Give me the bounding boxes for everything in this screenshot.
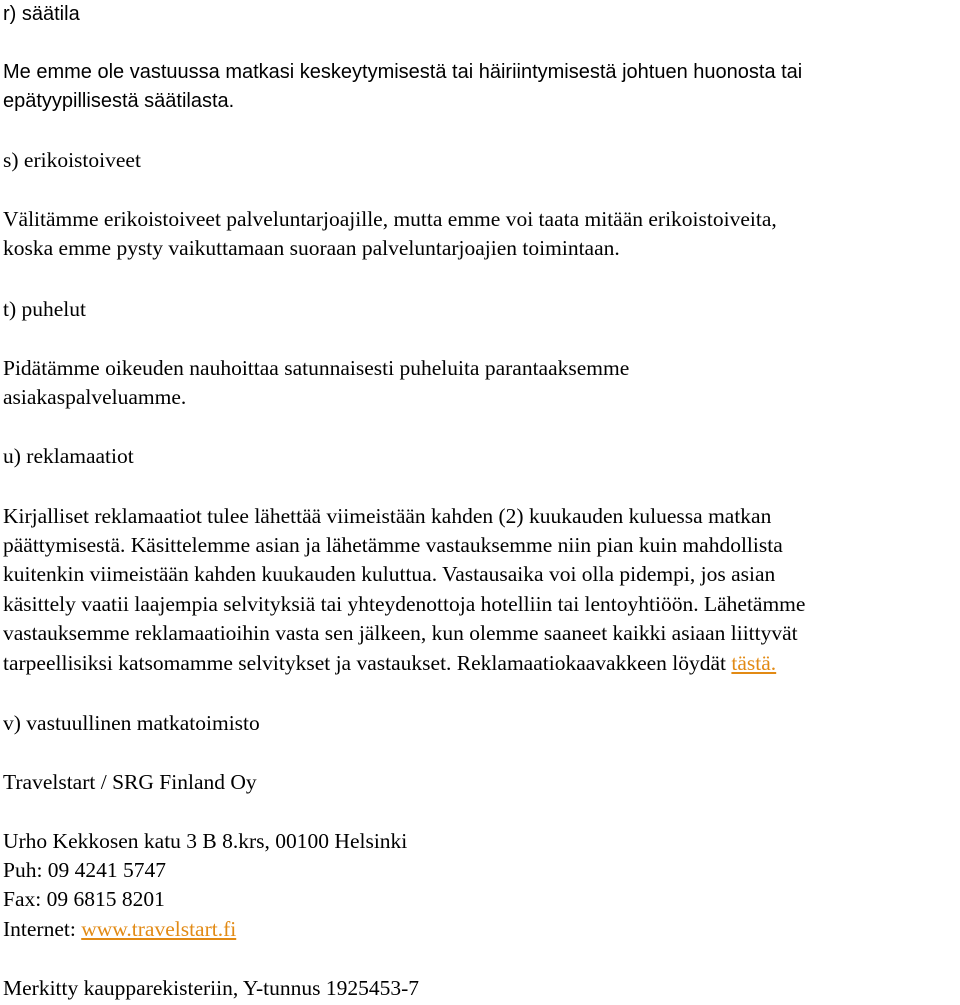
company-internet bbox=[3, 915, 236, 944]
complaints-paragraph-line: kuitenkin viimeistään kahden kuukauden kuluttua. Vastausaika voi olla pidempi, jos asian bbox=[3, 562, 776, 586]
company-fax: Fax: 09 6815 8201 bbox=[3, 887, 165, 911]
complaints-paragraph-line: käsittely vaatii laajempia selvityksiä tai yhteydenottoja hotelliin tai lentoyhtiöön. Lähetämme bbox=[3, 592, 806, 616]
special-requests-paragraph-line: koska emme pysty vaikuttamaan suoraan palveluntarjoajien toimintaan. bbox=[3, 236, 620, 260]
complaints-paragraph-line: Kirjalliset reklamaatiot tulee lähettää viimeistään kahden (2) kuukauden kuluessa matkan bbox=[3, 504, 772, 528]
section-heading-special-requests: s) erikoistoiveet bbox=[3, 148, 141, 172]
section-heading-calls: t) puhelut bbox=[3, 297, 86, 321]
complaints-paragraph-line: vastauksemme reklamaatioihin vasta sen jälkeen, kun olemme saaneet kaikki asiaan liittyvät bbox=[3, 621, 798, 645]
calls-paragraph-line: Pidätämme oikeuden nauhoittaa satunnaisesti puheluita parantaaksemme bbox=[3, 356, 630, 380]
company-registry: Merkitty kaupparekisteriin, Y-tunnus 1925453-7 bbox=[3, 976, 419, 1000]
special-requests-paragraph-line: Välitämme erikoistoiveet palveluntarjoajille, mutta emme voi taata mitään erikoistoiveita, bbox=[3, 207, 777, 231]
weather-paragraph-line: epätyypillisestä säätilasta. bbox=[3, 90, 235, 112]
company-address: Urho Kekkosen katu 3 B 8.krs, 00100 Helsinki bbox=[3, 829, 408, 853]
complaints-paragraph-line: päättymisestä. Käsittelemme asian ja lähetämme vastauksemme niin pian kuin mahdollista bbox=[3, 533, 783, 557]
weather-paragraph-line: Me emme ole vastuussa matkasi keskeytymisestä tai häiriintymisestä johtuen huonosta tai bbox=[3, 61, 803, 83]
internet-label: Internet: bbox=[3, 917, 82, 941]
website-link[interactable]: www.travelstart.fi bbox=[81, 917, 237, 941]
section-heading-complaints: u) reklamaatiot bbox=[3, 444, 134, 468]
section-heading-responsible-agency: v) vastuullinen matkatoimisto bbox=[3, 711, 260, 735]
calls-paragraph-line: asiakaspalveluamme. bbox=[3, 385, 187, 409]
complaints-paragraph-last-line bbox=[3, 649, 776, 678]
complaints-last-line-text: tarpeellisiksi katsomamme selvitykset ja vastaukset. Reklamaatiokaavakkeen löydät bbox=[3, 651, 732, 675]
complaint-form-link[interactable]: tästä. bbox=[731, 651, 777, 675]
section-heading-weather: r) säätila bbox=[3, 3, 80, 25]
company-name: Travelstart / SRG Finland Oy bbox=[3, 770, 257, 794]
company-phone: Puh: 09 4241 5747 bbox=[3, 858, 167, 882]
